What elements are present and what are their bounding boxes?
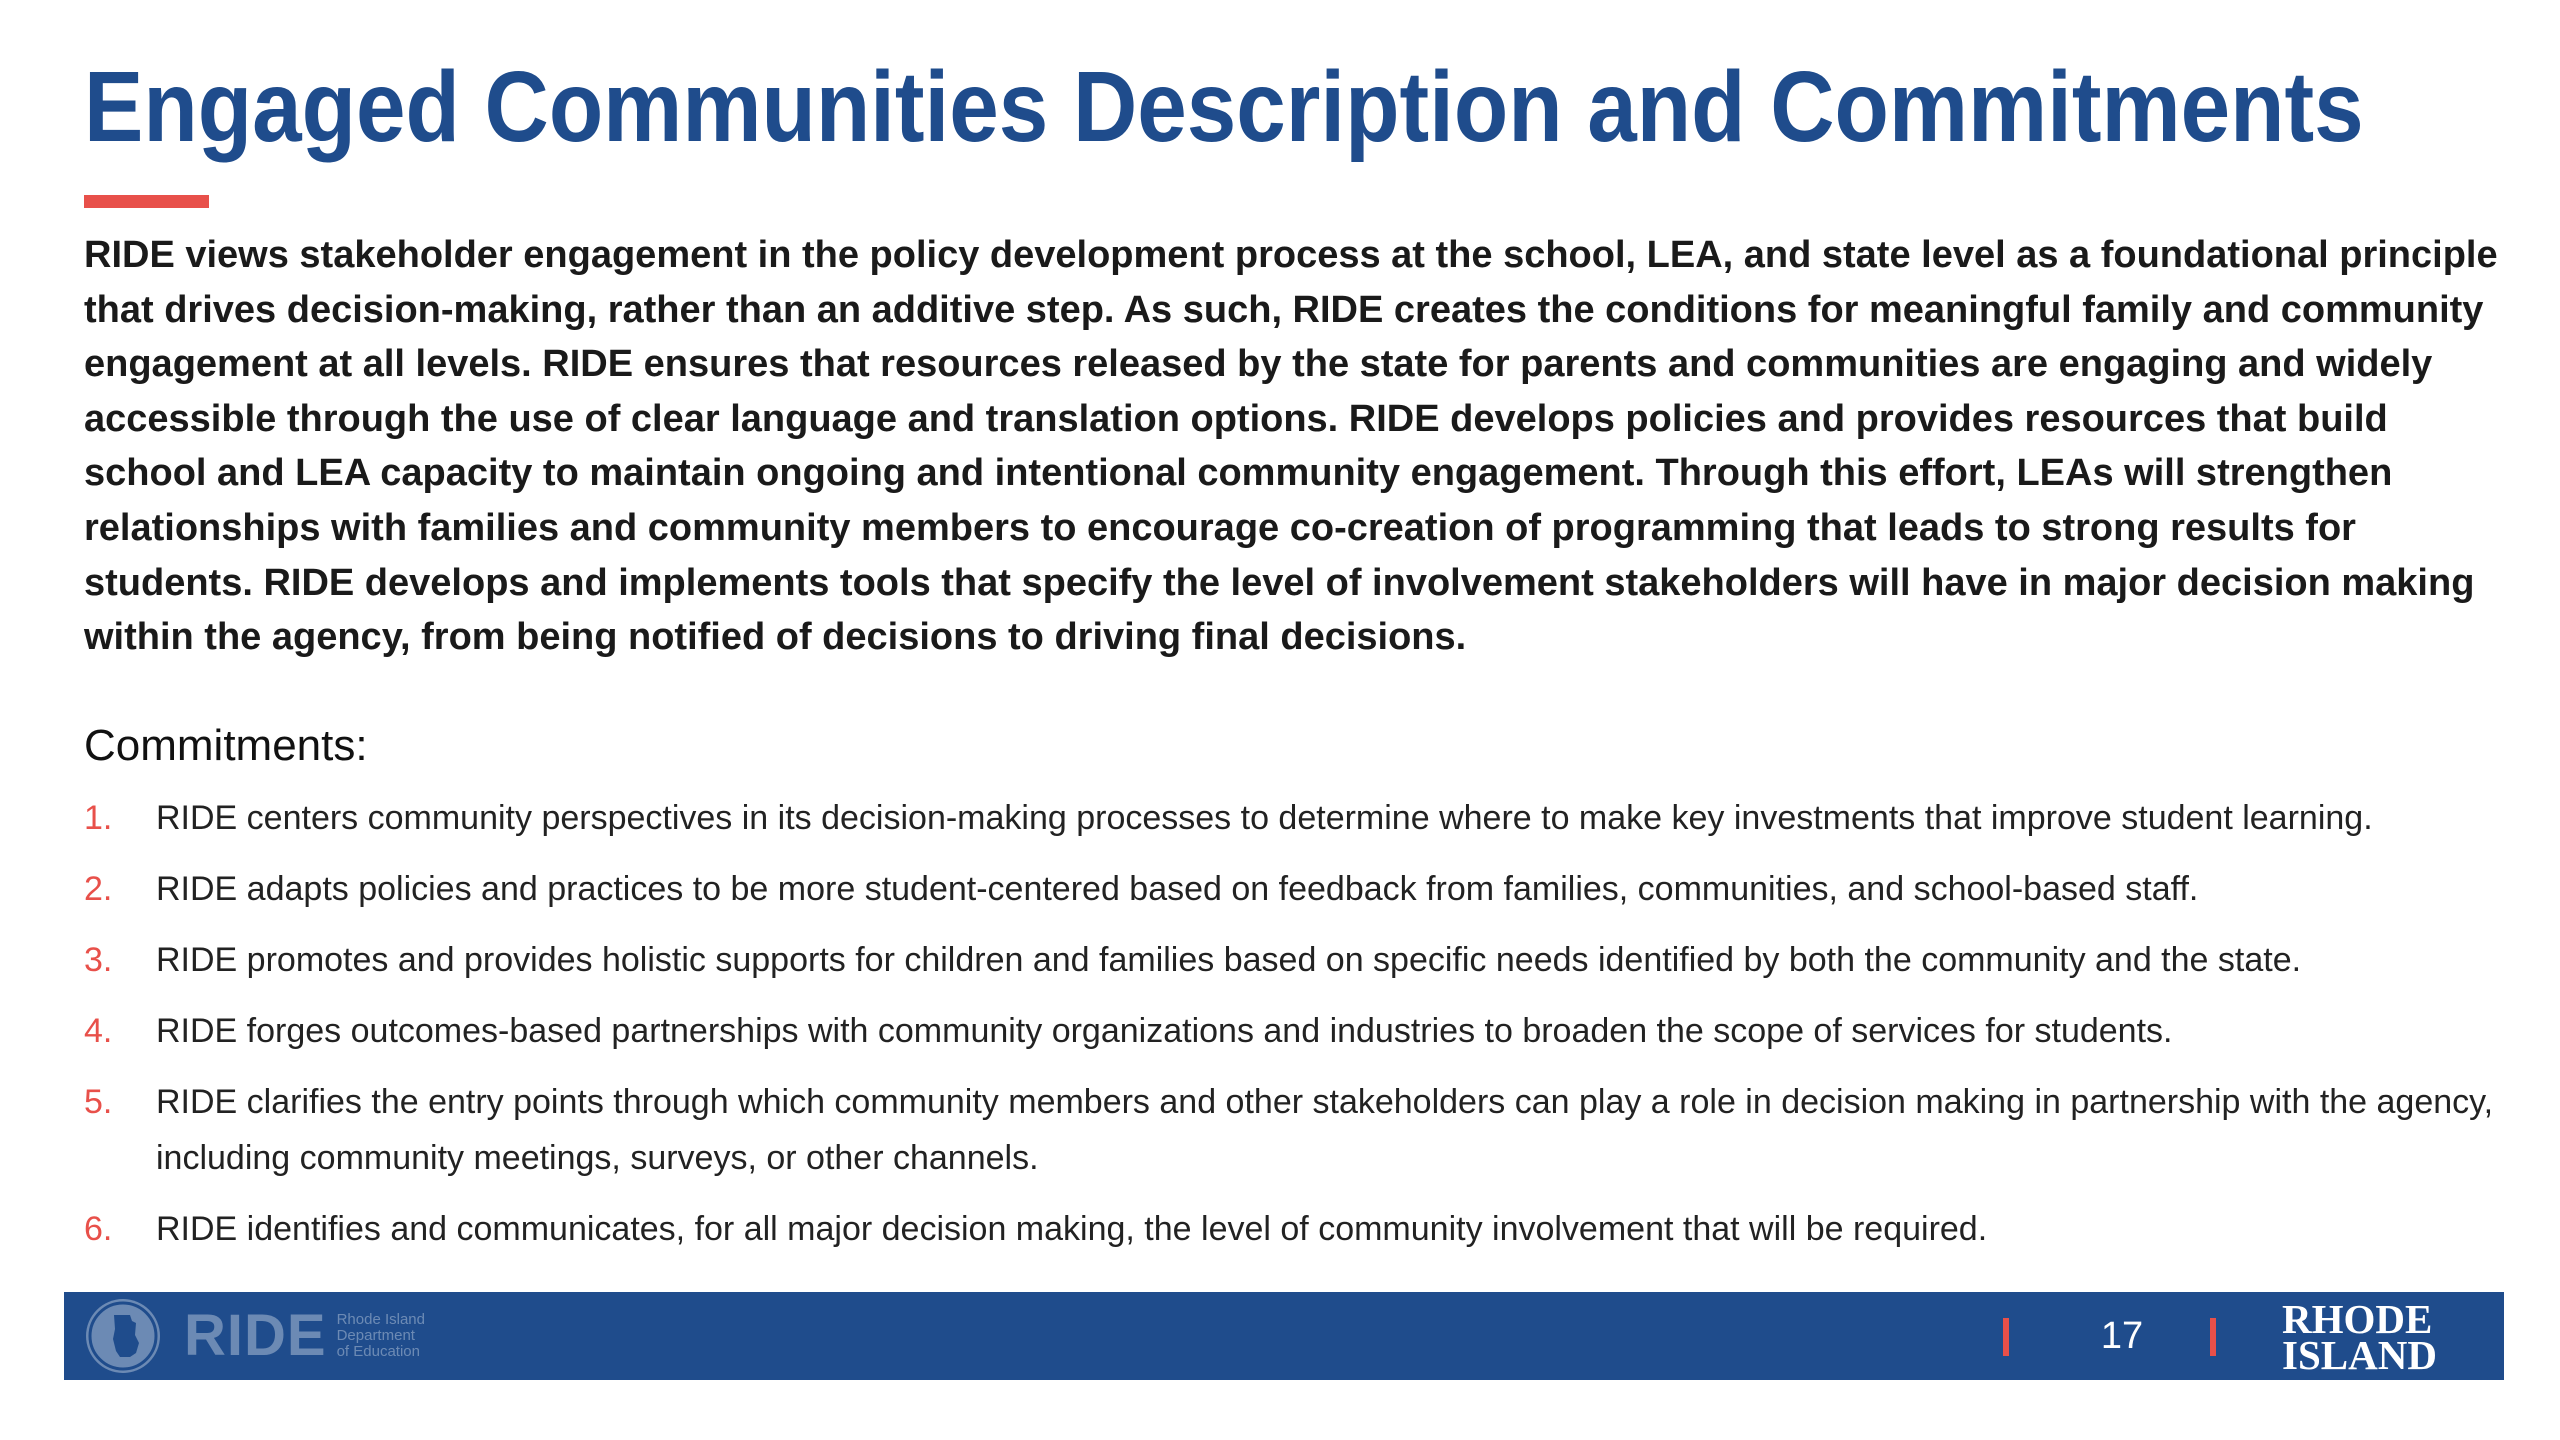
commitment-text: RIDE forges outcomes-based partnerships with community organizations and industries to broaden the scope of services for students. bbox=[156, 1012, 2173, 1050]
footer-bar bbox=[64, 1292, 2504, 1380]
slide-title: Engaged Communities Description and Commitments bbox=[84, 51, 2364, 163]
title-accent-bar bbox=[84, 195, 209, 208]
footer-separator-left bbox=[2003, 1318, 2009, 1356]
commitments-heading: Commitments: bbox=[84, 721, 368, 770]
commitment-number: 5. bbox=[84, 1083, 113, 1121]
commitments-list bbox=[84, 790, 2494, 1272]
commitment-text: RIDE clarifies the entry points through which community members and other stakeholders can play a role in decision making in partnership with the agency, including community meetings, surveys, or other channels. bbox=[156, 1083, 2494, 1177]
wordmark-line-1: RHODE bbox=[2282, 1296, 2433, 1342]
logo-department-text bbox=[337, 1312, 425, 1360]
commitment-item-1 bbox=[84, 790, 2494, 846]
commitment-item-3 bbox=[84, 932, 2494, 988]
commitment-text: RIDE identifies and communicates, for all major decision making, the level of community involvement that will be required. bbox=[156, 1210, 1988, 1248]
commitment-number: 1. bbox=[84, 799, 113, 837]
rhode-island-state-seal-icon bbox=[86, 1299, 160, 1373]
logo-department-line: of Education bbox=[336, 1343, 420, 1360]
commitment-text: RIDE adapts policies and practices to be more student-centered based on feedback from families, communities, and school-based staff. bbox=[156, 870, 2199, 908]
footer-separator-right bbox=[2210, 1318, 2216, 1356]
wordmark-line-2: ISLAND bbox=[2282, 1332, 2437, 1378]
commitment-number: 3. bbox=[84, 941, 113, 979]
commitment-number: 2. bbox=[84, 870, 113, 908]
description-paragraph: RIDE views stakeholder engagement in the policy development process at the school, LEA, and state level as a foundational principle that drives decision-making, rather than an additive step. As such, RIDE creates the conditions for meaningful family and community engagement at all levels. RIDE ensures that resources released by the state for parents and communities are engaging and widely accessible through the use of clear language and translation options. RIDE develops policies and provides resources that build school and LEA capacity to maintain ongoing and intentional community engagement. Through this effort, LEAs will strengthen relationships with families and community members to encourage co-creation of programming that leads to strong results for students. RIDE develops and implements tools that specify the level of involvement stakeholders will have in major decision making within the agency, from being notified of decisions to driving final decisions. bbox=[84, 234, 2498, 659]
commitment-text: RIDE centers community perspectives in its decision-making processes to determine where to make key investments that improve student learning. bbox=[156, 799, 2373, 837]
rhode-island-wordmark bbox=[2282, 1296, 2437, 1378]
commitment-text: RIDE promotes and provides holistic supports for children and families based on specific needs identified by both the community and the state. bbox=[156, 941, 2302, 979]
logo-department-line: Department bbox=[336, 1327, 415, 1344]
commitment-item-5 bbox=[84, 1074, 2494, 1186]
commitment-number: 6. bbox=[84, 1210, 113, 1248]
page-number: 17 bbox=[2100, 1315, 2144, 1357]
commitment-number: 4. bbox=[84, 1012, 113, 1050]
ride-logo bbox=[86, 1292, 425, 1380]
logo-ride-text: RIDE bbox=[184, 1303, 327, 1368]
logo-department-line: Rhode Island bbox=[336, 1311, 425, 1328]
commitment-item-6 bbox=[84, 1201, 2494, 1257]
commitment-item-2 bbox=[84, 861, 2494, 917]
commitment-item-4 bbox=[84, 1003, 2494, 1059]
